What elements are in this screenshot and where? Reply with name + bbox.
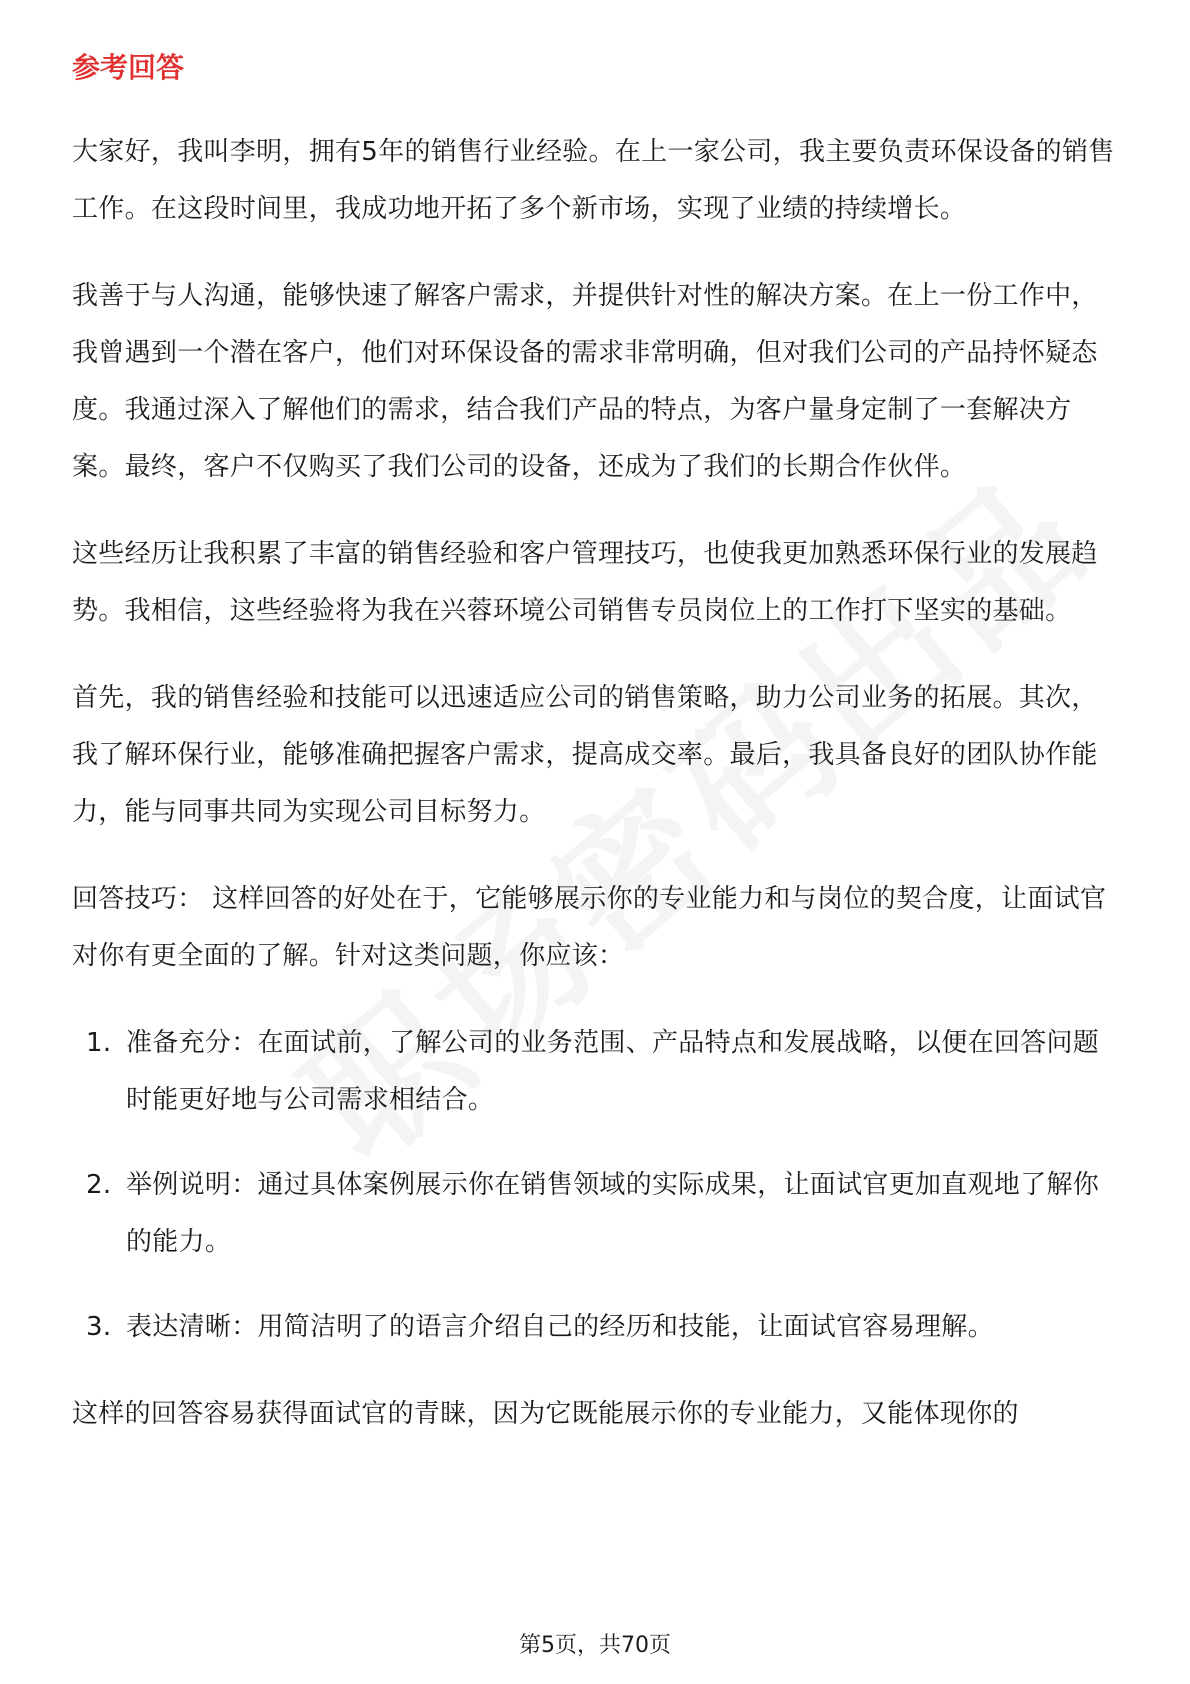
tips-list [72, 1015, 1120, 1356]
list-item-text: 表达清晰：用简洁明了的语言介绍自己的经历和技能，让面试官容易理解。 [126, 1312, 994, 1342]
paragraph-closing: 这样的回答容易获得面试官的青睐，因为它既能展示你的专业能力，又能体现你的 [72, 1399, 1019, 1429]
list-item [72, 1015, 1120, 1129]
list-item-number: 2. [86, 1170, 112, 1200]
section-title: 参考回答 [72, 51, 185, 84]
paragraph-skills: 这些经历让我积累了丰富的销售经验和客户管理技巧，也使我更加熟悉环保行业的发展趋势。我相信，这些经验将为我在兴蓉环境公司销售专员岗位上的工作打下坚实的基础。 [72, 539, 1098, 626]
paragraph-intro: 大家好，我叫李明，拥有5年的销售行业经验。在上一家公司，我主要负责环保设备的销售工作。在这段时间里，我成功地开拓了多个新市场，实现了业绩的持续增长。 [72, 137, 1115, 224]
list-item-text: 准备充分：在面试前，了解公司的业务范围、产品特点和发展战略，以便在回答问题时能更好地与公司需求相结合。 [126, 1028, 1100, 1115]
list-item [72, 1157, 1120, 1271]
list-item-text: 举例说明：通过具体案例展示你在销售领域的实际成果，让面试官更加直观地了解你的能力。 [126, 1170, 1100, 1257]
document-page [72, 48, 1120, 1473]
list-item-number: 3. [86, 1312, 112, 1342]
paragraph-fit: 首先，我的销售经验和技能可以迅速适应公司的销售策略，助力公司业务的拓展。其次，我了解环保行业，能够准确把握客户需求，提高成交率。最后，我具备良好的团队协作能力，能与同事共同为实现公司目标努力。 [72, 683, 1098, 827]
page-number: 第5页，共70页 [519, 1633, 671, 1658]
list-item [72, 1299, 1120, 1356]
list-item-number: 1. [86, 1028, 112, 1058]
paragraph-tips-intro: 回答技巧： 这样回答的好处在于，它能够展示你的专业能力和与岗位的契合度，让面试官对你有更全面的了解。针对这类问题，你应该： [72, 884, 1107, 971]
paragraph-experience: 我善于与人沟通，能够快速了解客户需求，并提供针对性的解决方案。在上一份工作中，我曾遇到一个潜在客户，他们对环保设备的需求非常明确，但对我们公司的产品持怀疑态度。我通过深入了解他们的需求，结合我们产品的特点，为客户量身定制了一套解决方案。最终，客户不仅购买了我们公司的设备，还成为了我们的长期合作伙伴。 [72, 281, 1098, 482]
